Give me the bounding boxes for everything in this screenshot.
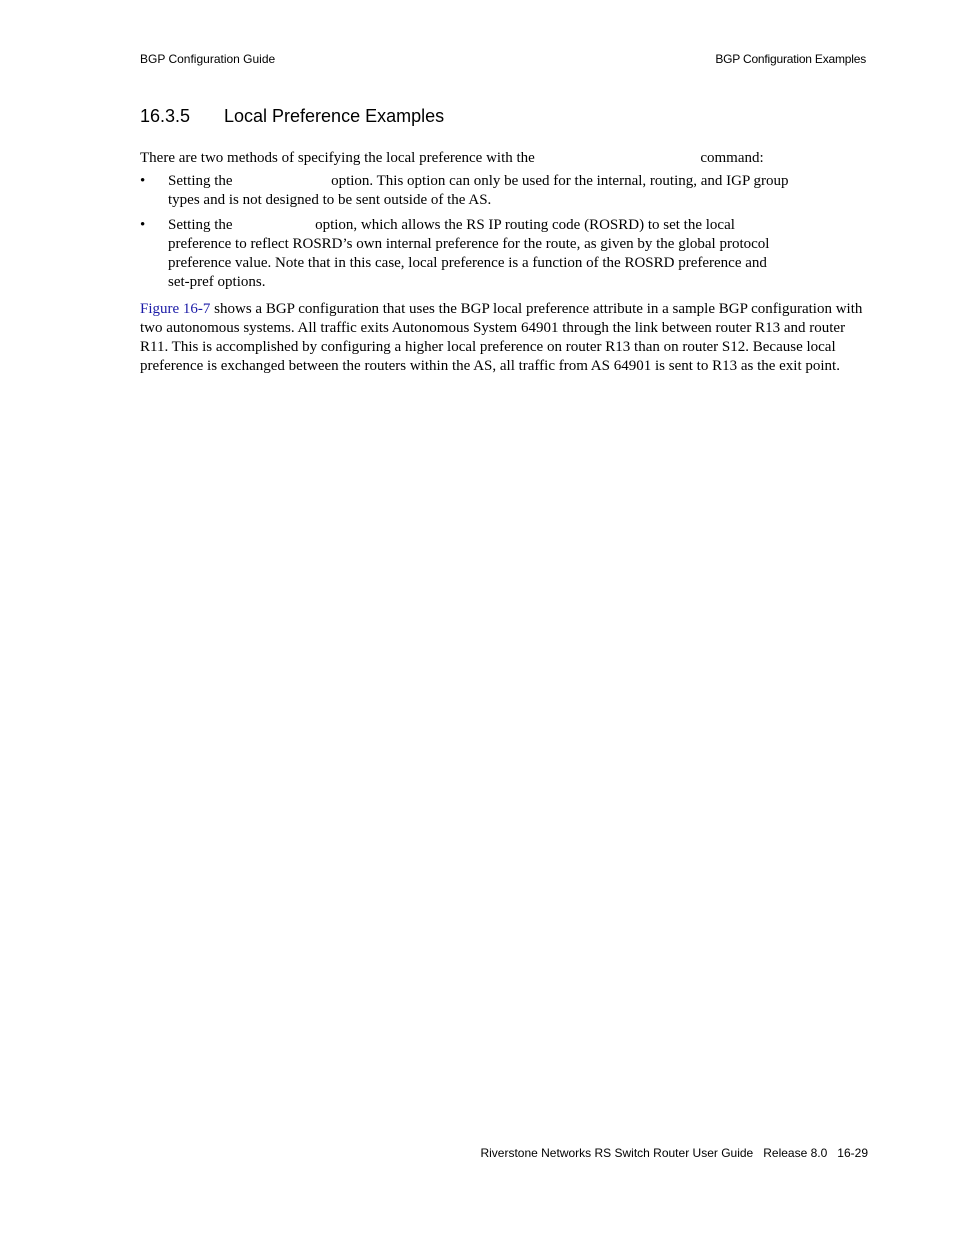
running-footer: [480, 1146, 868, 1160]
paragraph-text: shows a BGP configuration that uses the BGP local preference attribute in a sample BGP configuration with two autonomous systems. All traffic exits Autonomous System 64901 through the link between router R13 and router R11. This is accomplished by configuring a higher local preference on router R13 than on router S12. Because local preference is exchanged between the routers within the AS, all traffic from AS 64901 is sent to R13 as the exit point.: [140, 301, 863, 374]
bullet-text-after: option, which allows the RS IP routing code (ROSRD) to set the local preference to reflect ROSRD’s own internal preference for the route, as given by the global protocol preference value. Note that in this case, local preference is a function of the ROSRD preference and set-pref options.: [168, 217, 770, 290]
intro-text-before: There are two methods of specifying the local preference with the: [140, 150, 535, 166]
footer-guide-title: Riverstone Networks RS Switch Router User Guide: [480, 1146, 754, 1160]
methods-list: [140, 172, 790, 298]
bullet-text-before: Setting the: [168, 173, 233, 189]
running-header-left: BGP Configuration Guide: [140, 52, 276, 66]
bullet-icon: •: [140, 217, 146, 233]
running-header-right: BGP Configuration Examples: [715, 52, 866, 66]
intro-sentence: [140, 149, 870, 168]
bullet-text-after: option. This option can only be used for the internal, routing, and IGP group types and is not designed to be sent outside of the AS.: [168, 173, 789, 208]
footer-page-number: 16-29: [837, 1146, 868, 1160]
figure-description-paragraph: [140, 300, 868, 376]
section-heading: [140, 106, 444, 127]
footer-release: Release 8.0: [763, 1146, 828, 1160]
section-number: 16.3.5: [140, 106, 191, 126]
list-item: [140, 172, 790, 210]
figure-cross-reference-link[interactable]: Figure 16-7: [140, 301, 211, 317]
bullet-icon: •: [140, 173, 146, 189]
intro-text-after: command:: [700, 150, 764, 166]
bullet-text-before: Setting the: [168, 217, 233, 233]
list-item: [140, 216, 790, 292]
section-title: Local Preference Examples: [224, 106, 445, 126]
